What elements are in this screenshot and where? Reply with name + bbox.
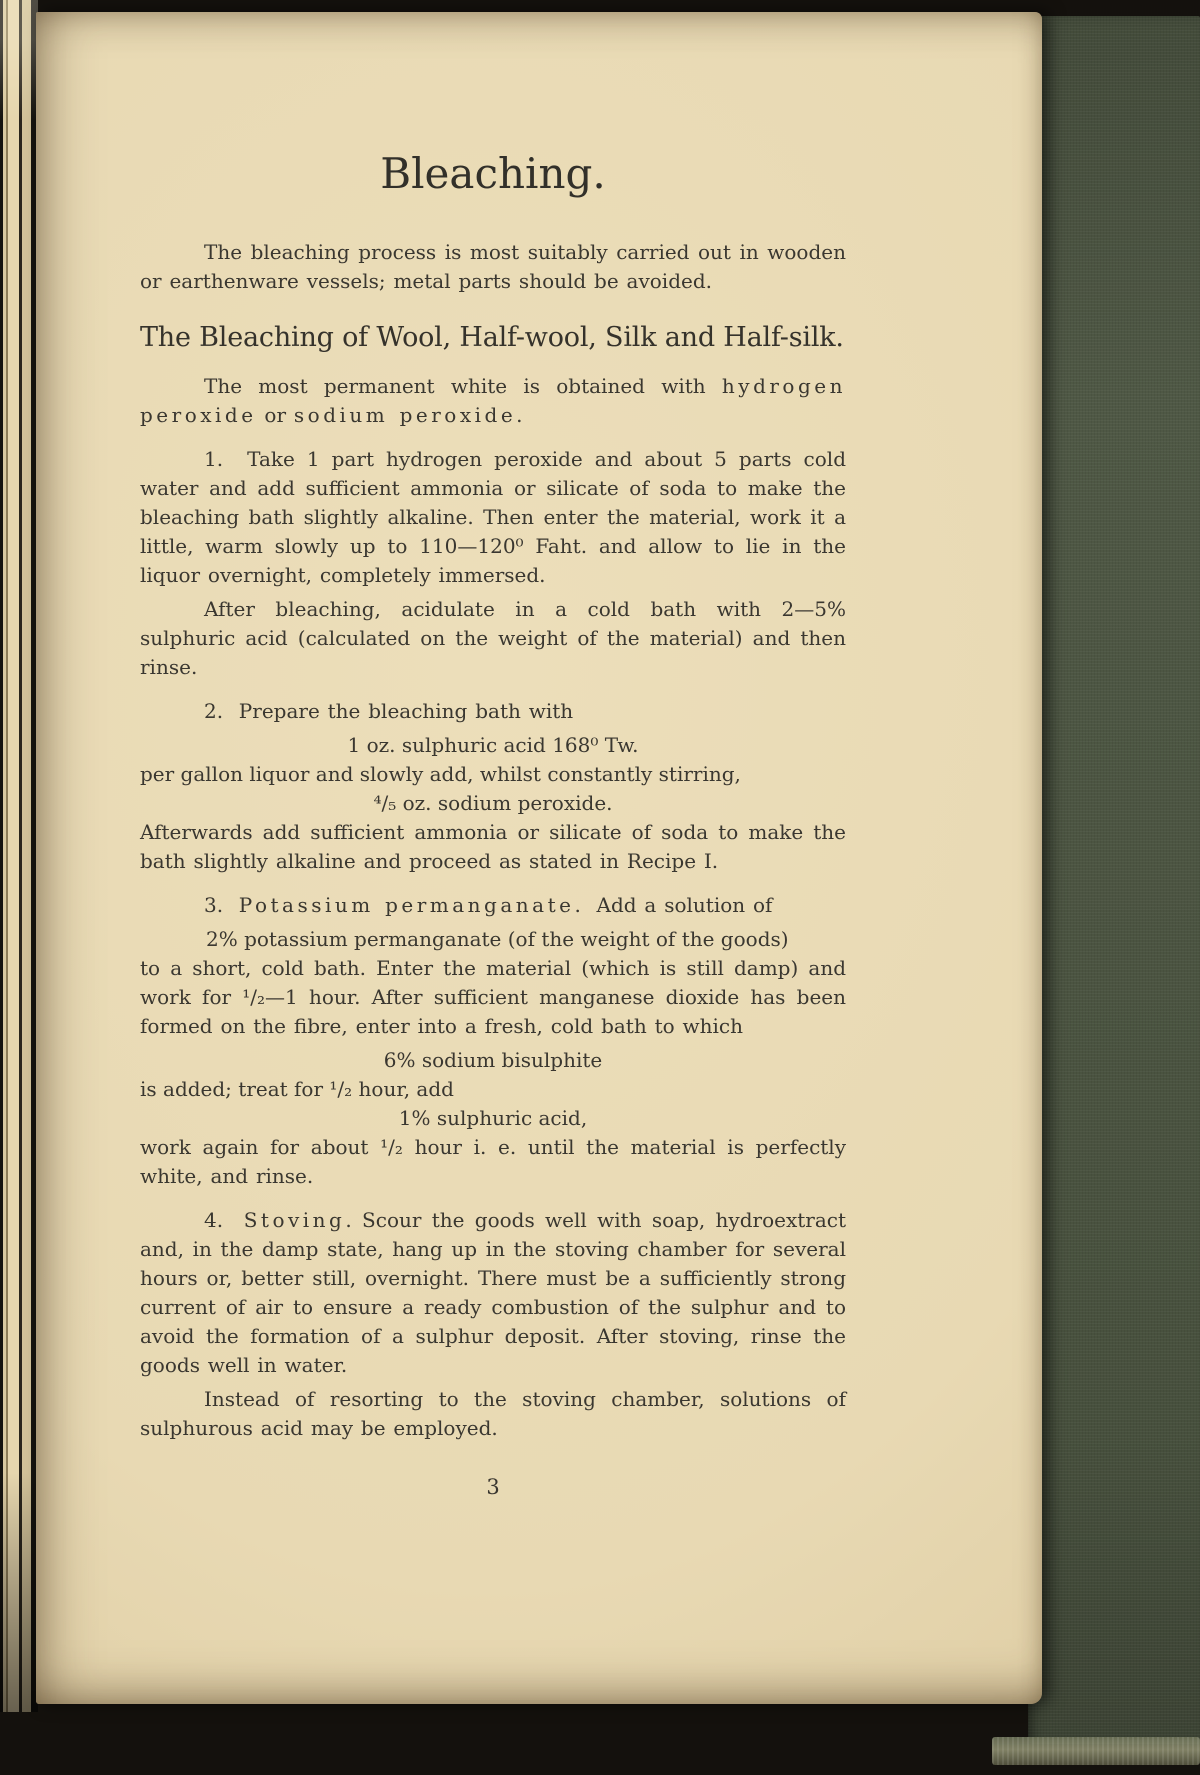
recipe-4-closing-paragraph: Instead of resorting to the stoving chamber, solutions of sulphurous acid may be employed. (140, 1387, 846, 1440)
section-heading: The Bleaching of Wool, Half-wool, Silk and Half-silk. (140, 322, 844, 353)
recipe-2-ingredient-line-2: ⁴/₅ oz. sodium peroxide. (373, 791, 613, 815)
recipe-3-opening-line: 3. Potassium permanganate. Add a solution of (204, 893, 773, 917)
recipe-3-closing-paragraph: work again for about ¹/₂ hour i. e. until the material is perfectly white, and rinse. (140, 1135, 846, 1188)
recipe-3-ingredient-line-2: 6% sodium bisulphite (383, 1048, 603, 1072)
recipe-2-closing-paragraph: Afterwards add sufficient ammonia or silicate of soda to make the bath slightly alkaline and proceed as stated in Recipe I. (140, 820, 846, 873)
recipe-1-after-paragraph: After bleaching, acidulate in a cold bath with 2—5% sulphuric acid (calculated on the weight of the material) and then rinse. (140, 597, 846, 679)
stacked-page-edges (0, 0, 38, 1712)
recipe-4-paragraph: 4. Stoving. Scour the goods well with soap, hydroextract and, in the damp state, hang up in the stoving chamber for several hours or, better still, overnight. There must be a sufficiently strong current of air to ensure a ready combustion of the sulphur and to avoid the formation of a sulphur deposit. After stoving, rinse the goods well in water. (140, 1208, 847, 1377)
cloth-frayed-bottom-edge (992, 1737, 1200, 1765)
recipe-3-paragraph: to a short, cold bath. Enter the material (which is still damp) and work for ¹/₂—1 hour. After sufficient manganese dioxide has been formed on the fibre, enter into a fresh, cold bath to which (140, 956, 846, 1038)
recipe-3-ingredient-line-1: 2% potassium permanganate (of the weight of the goods) (206, 927, 789, 951)
page-number: 3 (486, 1475, 500, 1499)
recipe-2-ingredient-line-1: 1 oz. sulphuric acid 168⁰ Tw. (347, 733, 639, 757)
recipe-3-ingredient-line-3: 1% sulphuric acid, (398, 1106, 588, 1130)
page-title: Bleaching. (380, 149, 606, 198)
recipe-3-continuation-line: is added; treat for ¹/₂ hour, add (140, 1077, 454, 1101)
section-intro-paragraph: The most permanent white is obtained with hydrogen peroxide or sodium peroxide. (140, 374, 846, 427)
recipe-2-continuation-line: per gallon liquor and slowly add, whilst constantly stirring, (140, 762, 741, 786)
intro-paragraph: The bleaching process is most suitably carried out in wooden or earthenware vessels; metal parts should be avoided. (140, 240, 846, 293)
book-cover-cloth (1028, 16, 1200, 1744)
recipe-2-opening-line: 2. Prepare the bleaching bath with (204, 699, 574, 723)
text-column (140, 148, 846, 1502)
recipe-1-paragraph: 1. Take 1 part hydrogen peroxide and about 5 parts cold water and add sufficient ammonia or silicate of soda to make the bleaching bath slightly alkaline. Then enter the material, work it a little, warm slowly up to 110—120⁰ Faht. and allow to lie in the liquor overnight, completely immersed. (140, 447, 846, 587)
book-page (36, 12, 1042, 1704)
